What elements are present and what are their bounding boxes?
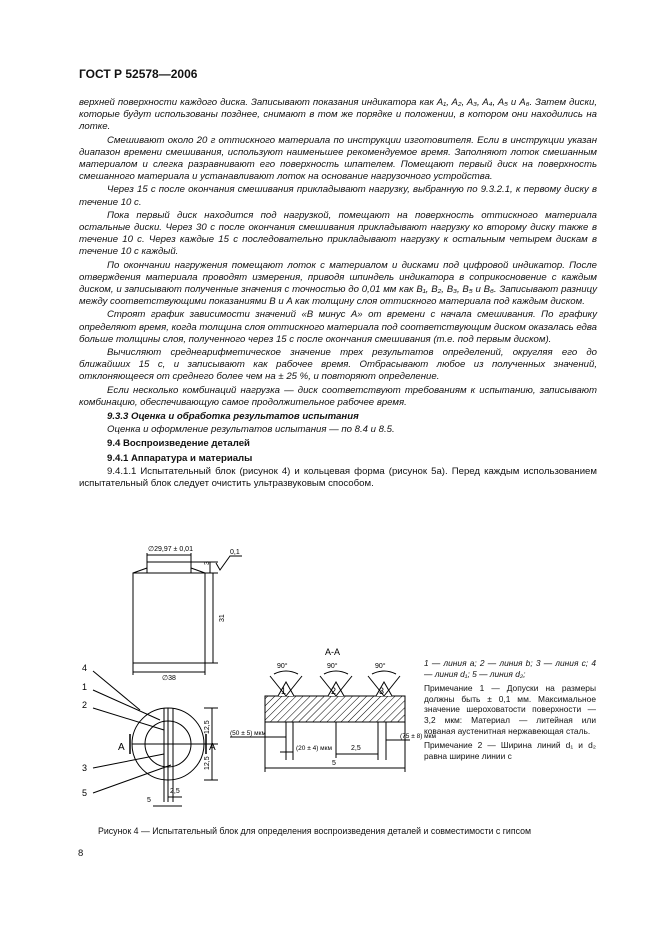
leader-label: 3 <box>82 763 88 773</box>
dim-12-5-label: 12,5 <box>204 756 211 770</box>
dim-3-label: 3 <box>204 561 211 565</box>
leader-label: 1 <box>82 682 88 692</box>
section-label: А-А <box>325 647 341 657</box>
dim-12-5-label: 12,5 <box>204 720 211 734</box>
line-width-label: (50 ± 5) мкм <box>230 730 266 737</box>
figure-notes <box>424 658 596 765</box>
paragraph: Смешивают около 20 г оттискного материала по инструкции изготовителя. Если в инструкции указан диапазон времени смешивания, используют наименьшее рекомендуемое время. Заполняют лоток смешанным материалом и слегка разравнивают его поверхность шпателем. Помещают первый диск на поверхность смешанного материала и устанавливают лоток на основание нагрузочного устройства. <box>79 134 597 183</box>
note-1: Примечание 1 — Допуски на размеры должны быть ± 0,1 мм. Максимальное значение шероховатости поверхности — 3,2 мкм: Материал — литейная или кованая аустенитная нержавеющая сталь. <box>424 683 596 736</box>
document-header: ГОСТ Р 52578—2006 <box>79 67 198 81</box>
page-number: 8 <box>78 848 84 859</box>
paragraph: верхней поверхности каждого диска. Записывают показания индикатора как A₁, A₂, A₃, A₄, A₅ и A₆. Затем диски, которые будут использованы позднее, снимают в том же порядке и положении, в котором они находились на лотке. <box>79 97 597 133</box>
section-dim-5-label: 5 <box>332 760 336 767</box>
leader-label: 5 <box>82 788 88 798</box>
block-plan-view <box>93 671 218 806</box>
section-heading-9-4-1: 9.4.1 Аппаратура и материалы <box>107 452 253 464</box>
paragraph: Пока первый диск находится под нагрузкой, помещают на поверхность оттискного материала остальные диски. Через 30 с после окончания смешивания прикладывают нагрузку ко второму диску также в течение 10 с. Через каждые 15 с последовательно прикладывают нагрузку к остальным четырем дискам в течение 10 с каждый. <box>79 209 597 258</box>
paragraph: Через 15 с после окончания смешивания прикладывают нагрузку, выбранную по 9.3.2.1, к первому диску в течение 10 с. <box>79 184 597 208</box>
note-2: Примечание 2 — Ширина линий d₁ и d₂ равна ширине линии c <box>424 740 596 761</box>
dim-2-5-label: 2,5 <box>170 788 180 795</box>
cut-label: А <box>209 742 216 753</box>
dim-height-label: 31 <box>219 614 226 622</box>
paragraph: Строят график зависимости значений «B минус A» от времени с начала смешивания. По графику определяют время, когда толщина слоя оттискного материала под соответствующим диском оказалась едва больше толщины слоя, полученного через 15 с после окончания смешивания (т.е. под первым диском). <box>79 309 597 345</box>
document-body <box>79 97 597 491</box>
line-width-label: (75 ± 8) мкм <box>400 733 436 740</box>
figure-caption: Рисунок 4 — Испытательный блок для определения воспроизведения деталей и совместимости с гипсом <box>98 826 532 836</box>
dim-width-label: ∅38 <box>162 675 176 682</box>
paragraph: 9.4.1.1 Испытательный блок (рисунок 4) и кольцевая форма (рисунок 5а). Перед каждым использованием испытательный блок следует очистить ультразвуковым способом. <box>79 465 597 490</box>
paragraph: Оценка и оформление результатов испытания — по 8.4 и 8.5. <box>107 424 395 436</box>
angle-label: 90° <box>375 663 386 670</box>
leader-label: 2 <box>82 700 88 710</box>
roughness-label: 0,1 <box>230 549 240 556</box>
line-mark: 1 <box>281 686 287 696</box>
angle-label: 90° <box>327 663 338 670</box>
line-width-label: (20 ± 4) мкм <box>296 745 332 752</box>
paragraph: По окончании нагружения помещают лоток с материалом и дисками под цифровой индикатор. После отверждения материала проводят измерения, приводя шпиндель индикатора в соприкосновение с каждым диском, и записывают полученные значения с точностью до 0,01 мм как B₁, B₂, B₃, B₅ и B₆. Записывают разницу между соответствующими показаниями B и A как толщину слоя оттискного материала под каждым диском. <box>79 259 597 308</box>
section-heading-9-3-3: 9.3.3 Оценка и обработка результатов испытания <box>107 411 359 423</box>
section-heading-9-4: 9.4 Воспроизведение деталей <box>107 438 250 450</box>
line-mark: 3 <box>379 686 385 696</box>
angle-label: 90° <box>277 663 288 670</box>
dim-top-label: ∅29,97 ± 0,01 <box>148 546 193 553</box>
line-mark: 2 <box>331 686 337 696</box>
block-elevation-view <box>133 553 242 675</box>
paragraph: Вычисляют среднеарифметическое значение трех результатов определений, округляя его до ближайших 15 с, и записывают как рабочее время. Отбрасывают любое из полученных значений, отклоняющееся от среднего более чем на ± 25 %, и повторяют определение. <box>79 347 597 383</box>
leader-label: 4 <box>82 663 88 673</box>
lines-legend: 1 — линия a; 2 — линия b; 3 — линия c; 4 — линия d₁; 5 — линия d₂; <box>424 658 596 679</box>
paragraph: Если несколько комбинаций нагрузка — диск соответствуют требованиям к испытанию, записывают комбинацию, обеспечивающую самое продолжительное рабочее время. <box>79 384 597 408</box>
cut-label: А <box>118 742 125 753</box>
dim-5-label: 5 <box>147 797 151 804</box>
section-dim-2-5-label: 2,5 <box>351 745 361 752</box>
